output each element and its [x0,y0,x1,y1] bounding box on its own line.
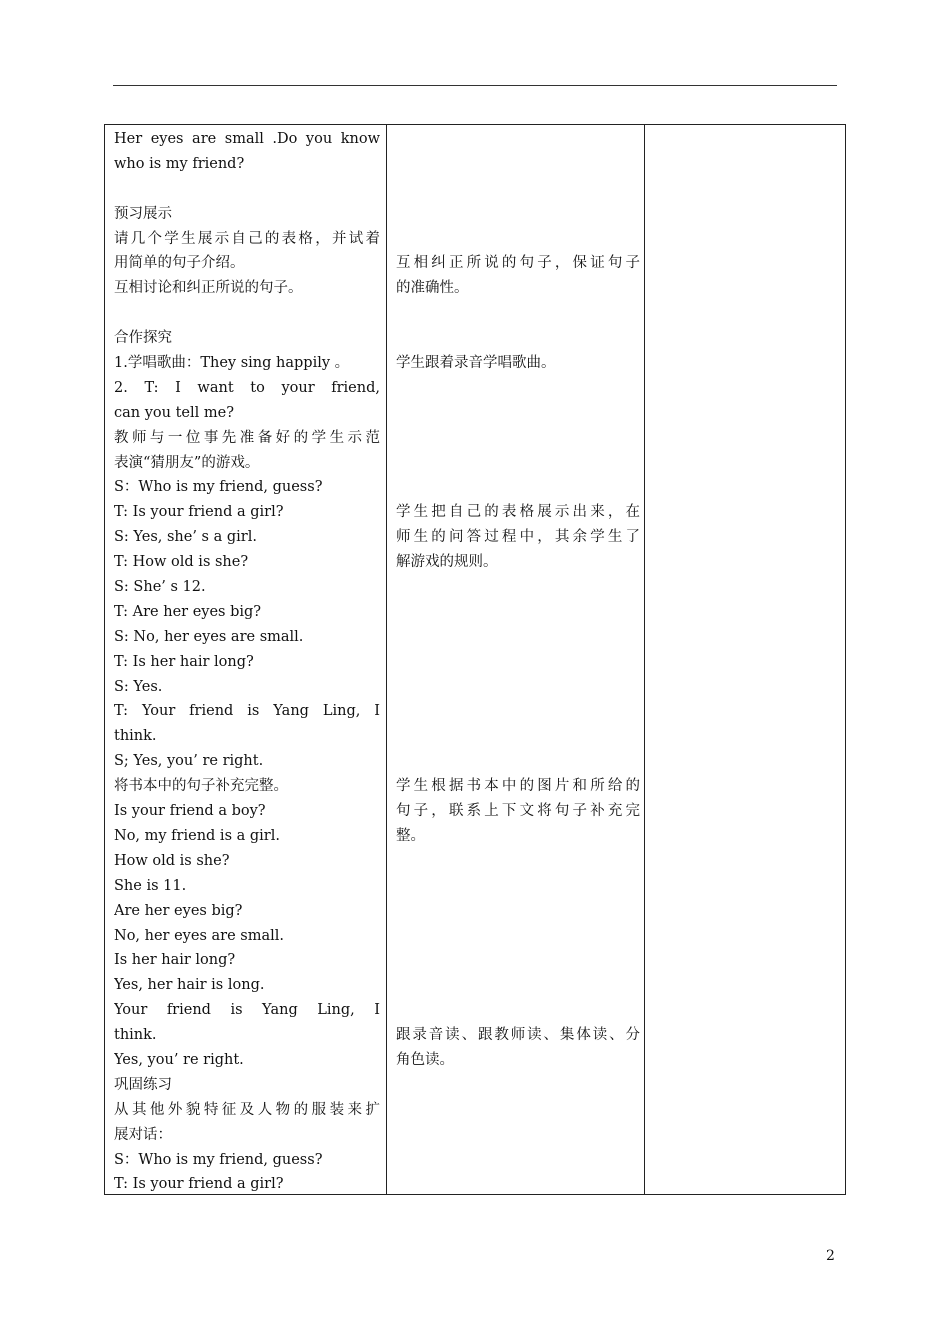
text-line: 1.学唱歌曲：They sing happily 。 [114,355,350,372]
text-line: She is 11. [114,877,187,894]
text-line: 跟录音读、跟教师读、集体读、分 [396,1027,640,1044]
text-line: Her eyes are small .Do you know [114,131,380,147]
lesson-plan-table [104,124,846,1195]
text-line: 用简单的句子介绍。 [114,255,245,272]
student-activity-column [396,127,640,1073]
text-line [396,152,640,177]
text-line [114,301,380,326]
text-line: S: She’ s 12. [114,579,206,596]
text-line [396,326,640,351]
text-line [396,202,640,227]
text-line [396,426,640,451]
text-line: 2. T: I want to your friend, [114,379,380,396]
text-line: S: No, her eyes are small. [114,628,304,645]
text-line: 学生把自己的表格展示出来，在 [396,504,640,521]
text-line [396,401,640,426]
text-line: S：Who is my friend, guess? [114,1151,323,1168]
text-line: who is my friend? [114,155,245,172]
text-line: S: Yes, she’ s a girl. [114,529,257,546]
text-line [396,575,640,600]
text-line: think. [114,728,157,745]
header-rule [113,85,837,86]
column-divider-1 [386,125,387,1194]
text-line [396,475,640,500]
text-line: 角色读。 [396,1051,454,1068]
text-line: Are her eyes big? [114,902,243,919]
text-line: 学生根据书本中的图片和所给的 [396,778,640,795]
text-line: T: Are her eyes big? [114,603,262,620]
text-line: Is her hair long? [114,952,236,969]
text-line: No, her eyes are small. [114,927,284,944]
text-line [396,625,640,650]
text-line: 合作探究 [114,330,172,347]
text-line: T: Is your friend a girl? [114,504,284,521]
text-line [396,227,640,252]
page-number: 2 [826,1248,835,1264]
text-line: 学生跟着录音学唱歌曲。 [396,355,556,372]
text-line [396,451,640,476]
text-line [396,127,640,152]
text-line [396,177,640,202]
text-line [396,376,640,401]
text-line: S; Yes, you’ re right. [114,753,264,770]
text-line: Your friend is Yang Ling, I [114,1002,380,1019]
text-line: 互相讨论和纠正所说的句子。 [114,280,303,297]
text-line: Yes, her hair is long. [114,977,265,994]
text-line: 解游戏的规则。 [396,554,498,571]
notes-column [645,125,845,1194]
text-line: 的准确性。 [396,280,469,297]
text-line: How old is she? [114,852,230,869]
text-line: 整。 [396,827,425,844]
text-line [396,600,640,625]
text-line [396,301,640,326]
text-line: Is your friend a boy? [114,803,266,820]
teaching-process-column [114,127,380,1197]
text-line: 将书本中的句子补充完整。 [114,778,288,795]
text-line: S: Yes. [114,678,163,695]
text-line [396,998,640,1023]
text-line: 预习展示 [114,205,172,222]
text-line [396,675,640,700]
text-line [396,924,640,949]
text-line: 表演“猜朋友”的游戏。 [114,454,260,471]
text-line: 师生的问答过程中，其余学生了 [396,529,640,546]
text-line: 互相纠正所说的句子，保证句子 [396,255,640,272]
text-line: 从其他外貌特征及人物的服装来扩 [114,1101,380,1118]
text-line [396,749,640,774]
text-line: 教师与一位事先准备好的学生示范 [114,429,380,446]
text-line: T: How old is she? [114,554,249,571]
text-line: 展对话： [114,1126,172,1143]
text-line: T: Your friend is Yang Ling, I [114,703,380,720]
text-line: 请几个学生展示自己的表格，并试着 [114,230,380,247]
text-line [396,948,640,973]
text-line: S：Who is my friend, guess? [114,479,323,496]
text-line [396,650,640,675]
text-line: 巩固练习 [114,1076,172,1093]
text-line: 句子，联系上下文将句子补充完 [396,803,640,820]
text-line [396,899,640,924]
text-line [396,699,640,724]
text-line [396,724,640,749]
text-line [396,874,640,899]
text-line [396,973,640,998]
text-line: think. [114,1027,157,1044]
text-line [114,177,380,202]
text-line: T: Is your friend a girl? [114,1176,284,1193]
text-line: T: Is her hair long? [114,653,254,670]
text-line [396,849,640,874]
text-line: can you tell me? [114,404,234,421]
text-line: Yes, you’ re right. [114,1051,244,1068]
text-line: No, my friend is a girl. [114,827,280,844]
